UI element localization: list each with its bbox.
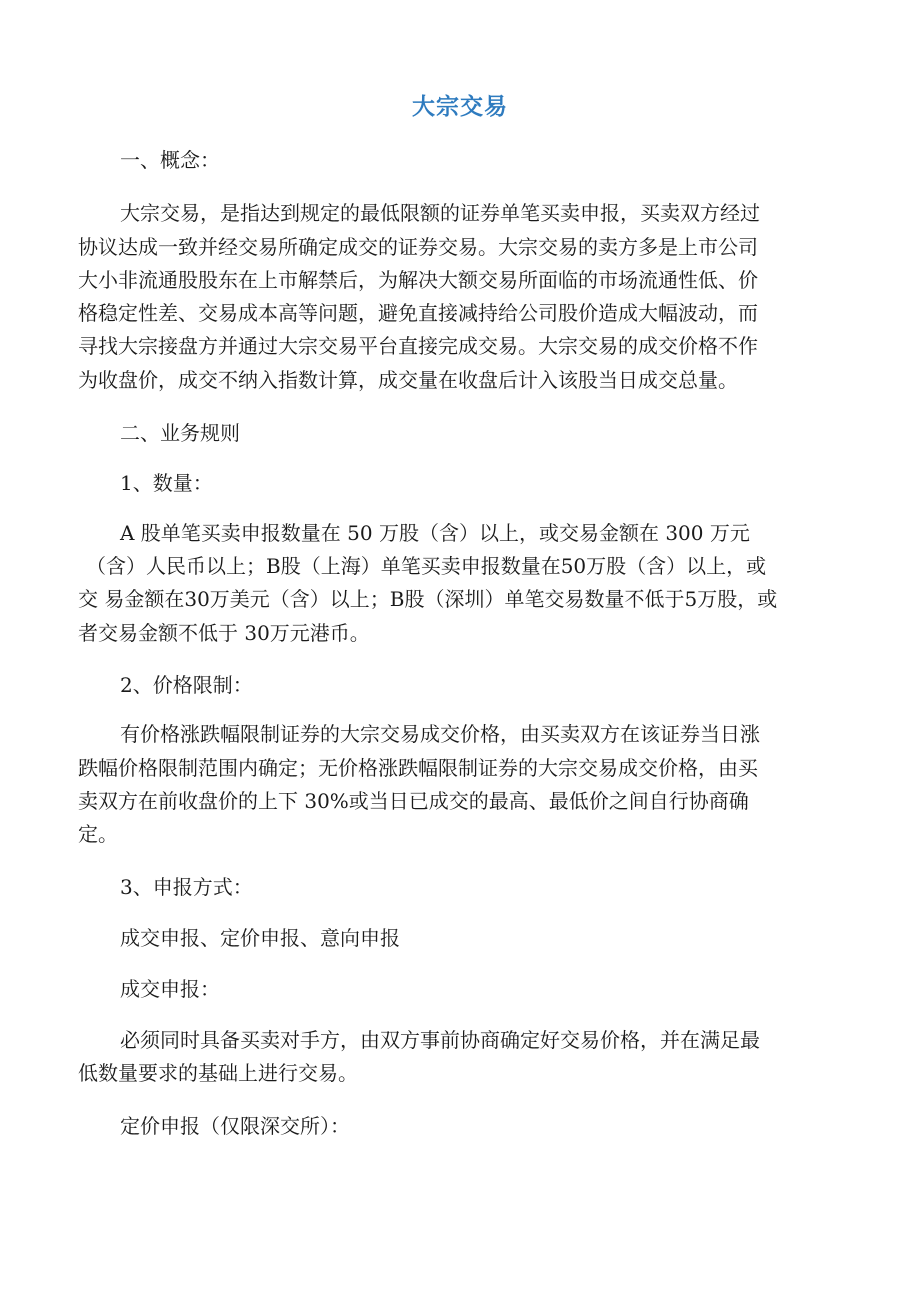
quantity-line-3: 交 易金额在30万美元（含）以上；B股（深圳）单笔交易数量不低于5万股，或	[78, 587, 778, 611]
concept-line-1: 大宗交易，是指达到规定的最低限额的证券单笔买卖申报，买卖双方经过	[120, 201, 760, 225]
concept-line-6: 为收盘价，成交不纳入指数计算，成交量在收盘后计入该股当日成交总量。	[78, 368, 738, 392]
fixed-heading: 定价申报（仅限深交所）：	[120, 1114, 350, 1138]
deal-line-2: 低数量要求的基础上进行交易。	[78, 1061, 358, 1085]
quantity-heading: 1、数量：	[120, 471, 213, 495]
quantity-line-1: A 股单笔买卖申报数量在 50 万股（含）以上，或交易金额在 300 万元	[120, 521, 750, 545]
concept-line-4: 格稳定性差、交易成本高等问题，避免直接减持给公司股价造成大幅波动，而	[78, 301, 758, 325]
quantity-line-2: （含）人民币以上；B股（上海）单笔买卖申报数量在50万股（含）以上，或	[86, 554, 767, 578]
concept-line-2: 协议达成一致并经交易所确定成交的证券交易。大宗交易的卖方多是上市公司	[78, 235, 758, 259]
concept-line-3: 大小非流通股股东在上市解禁后，为解决大额交易所面临的市场流通性低、价	[78, 268, 758, 292]
price-line-1: 有价格涨跌幅限制证券的大宗交易成交价格，由买卖双方在该证券当日涨	[120, 722, 760, 746]
rules-heading: 二、业务规则	[120, 421, 240, 445]
declare-heading: 3、申报方式：	[120, 875, 253, 899]
page-title: 大宗交易	[412, 94, 508, 120]
price-line-3: 卖双方在前收盘价的上下 30%或当日已成交的最高、最低价之间自行协商确	[78, 789, 749, 813]
deal-line-1: 必须同时具备买卖对手方，由双方事前协商确定好交易价格，并在满足最	[120, 1028, 760, 1052]
concept-heading: 一、概念：	[120, 148, 220, 172]
price-heading: 2、价格限制：	[120, 673, 253, 697]
declare-types: 成交申报、定价申报、意向申报	[120, 926, 400, 950]
concept-line-5: 寻找大宗接盘方并通过大宗交易平台直接完成交易。大宗交易的成交价格不作	[78, 334, 758, 358]
price-line-4: 定。	[78, 822, 118, 846]
quantity-line-4: 者交易金额不低于 30万元港币。	[78, 621, 370, 645]
price-line-2: 跌幅价格限制范围内确定；无价格涨跌幅限制证券的大宗交易成交价格，由买	[78, 756, 758, 780]
deal-heading: 成交申报：	[120, 977, 220, 1001]
